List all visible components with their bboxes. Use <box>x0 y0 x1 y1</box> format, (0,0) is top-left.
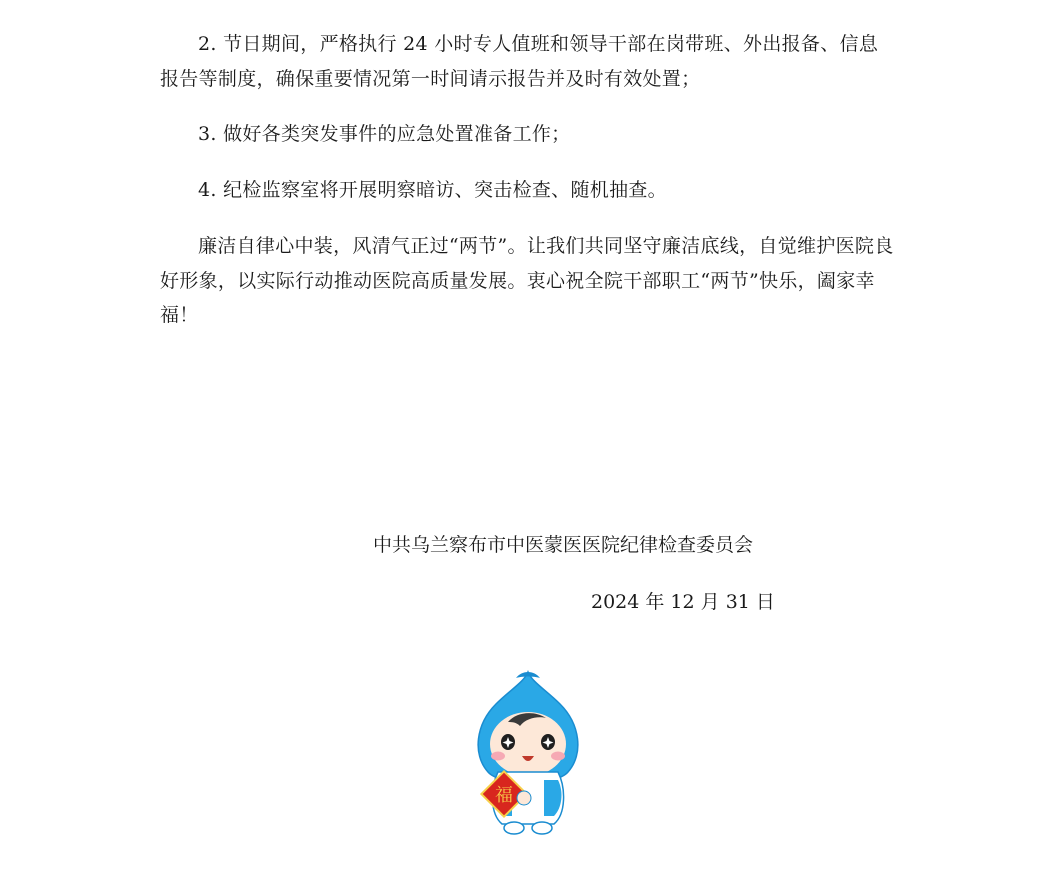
paragraph-item-2: 2. 节日期间，严格执行 24 小时专人值班和领导干部在岗带班、外出报备、信息报告等制度，确保重要情况第一时间请示报告并及时有效处置； <box>160 33 879 90</box>
mascot-illustration <box>468 668 588 838</box>
signature-organization: 中共乌兰察布市中医蒙医医院纪律检查委员会 <box>373 534 754 556</box>
closing-paragraph: 廉洁自律心中装，风清气正过“两节”。让我们共同坚守廉洁底线，自觉维护医院良好形象，以实际行动推动医院高质量发展。衷心祝全院干部职工“两节”快乐，阖家幸福！ <box>160 235 894 326</box>
paragraph-item-3: 3. 做好各类突发事件的应急处置准备工作； <box>198 123 571 145</box>
paragraph-item-4: 4. 纪检监察室将开展明察暗访、突击检查、随机抽查。 <box>198 179 667 201</box>
signature-date: 2024 年 12 月 31 日 <box>591 591 775 613</box>
blessing-badge-text: 福 <box>495 785 513 806</box>
